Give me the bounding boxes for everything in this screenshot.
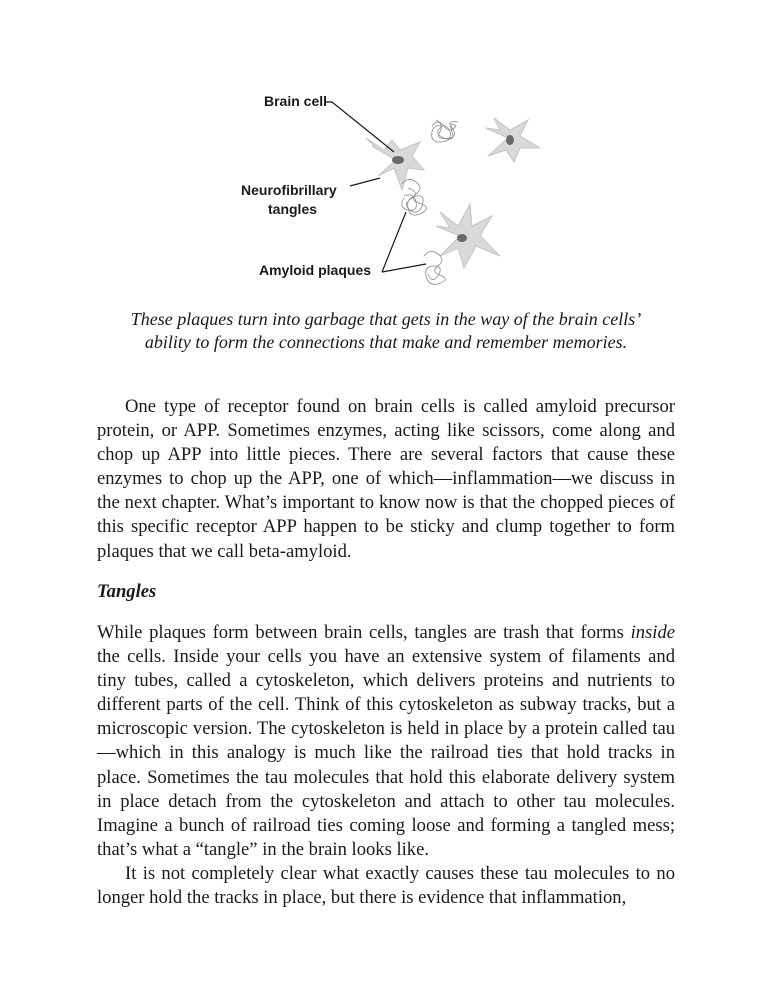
tangle-middle-2 (402, 195, 417, 210)
neuron-middle-right (436, 204, 500, 268)
tangle-top (432, 122, 456, 142)
paragraph-tangles-start: While plaques form between brain cells, tangles are trash that forms (97, 622, 631, 643)
label-brain-cell: Brain cell (264, 93, 328, 109)
neuron-left-nucleus (392, 156, 404, 164)
leader-tangles (350, 178, 380, 186)
section-heading-tangles: Tangles (97, 581, 157, 602)
paragraph-app: One type of receptor found on brain cells is called amyloid precursor protein, or APP. Sometimes enzymes, acting like scissors, come along and chop up APP into little pieces. There are several factors that cause these enzymes to chop up the APP, one of which—inflammation—we discuss in the next chapter. What’s important to know now is that the chopped pieces of this specific receptor APP happen to be sticky and clump together to form plaques that we call beta-amyloid. (97, 396, 675, 562)
leader-plaques (382, 212, 406, 272)
body-text-1 (97, 395, 675, 564)
label-neurofibrillary: Neurofibrillary (241, 182, 337, 198)
neuron-top-right-nucleus (506, 135, 514, 145)
label-amyloid-plaques: Amyloid plaques (259, 262, 372, 278)
paragraph-tangles (97, 621, 675, 862)
plaque-bottom (424, 251, 445, 284)
neuron-middle-right-nucleus (457, 234, 467, 242)
paragraph-tangles-rest: the cells. Inside your cells you have an extensive system of filaments and tiny tubes, called a cytoskeleton, which delivers proteins and nutrients to different parts of the cell. Think of this cytoskeleton as subway tracks, but a microscopic version. The cytoskeleton is held in place by a protein called tau—which in this analogy is much like the railroad ties that hold tracks in place. Sometimes the tau molecules that hold this elaborate delivery system in place detach from the cytoskeleton and attach to other tau molecules. Imagine a bunch of railroad ties coming loose and forming a tangled mess; that’s what a “tangle” in the brain looks like. (97, 646, 675, 860)
body-text-2 (97, 621, 675, 910)
figure-caption: These plaques turn into garbage that gets in the way of the brain cells’ ability to form the connections that make and remember memories. (130, 309, 642, 352)
brain-cells-figure (0, 0, 772, 300)
label-tangles: tangles (268, 201, 318, 217)
leader-brain-cell (325, 102, 394, 152)
neuron-left (366, 138, 424, 190)
brain-cells-illustration (0, 0, 772, 300)
leader-plaques-2 (382, 264, 426, 272)
paragraph-tangles-emphasis: inside (630, 622, 675, 643)
paragraph-tau: It is not completely clear what exactly causes these tau molecules to no longer hold the tracks in place, but there is evidence that inflammation, (97, 862, 675, 909)
